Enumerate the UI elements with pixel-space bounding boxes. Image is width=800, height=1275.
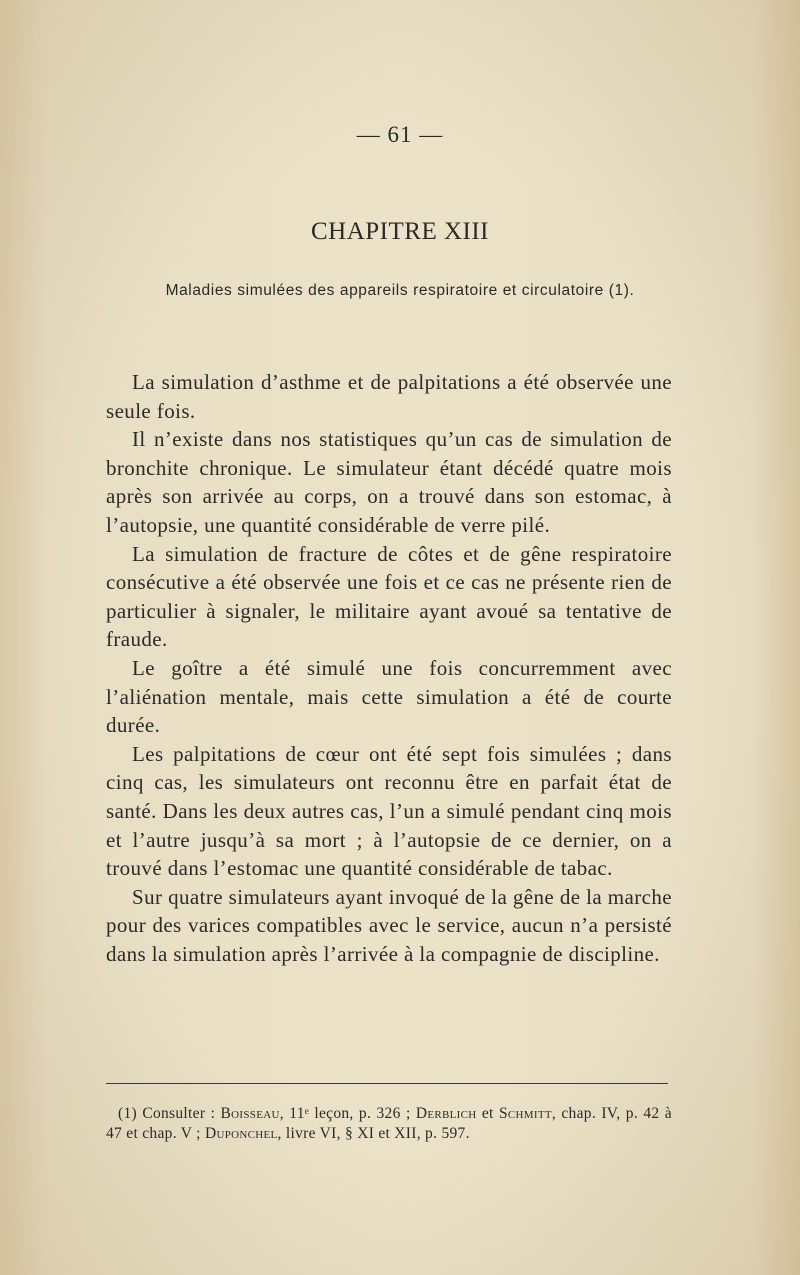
footnote-author: Derblich xyxy=(415,1105,477,1122)
footnote-author: Schmitt xyxy=(498,1105,552,1122)
chapter-title: CHAPITRE XIII xyxy=(310,218,489,245)
footnote-reference: , livre VI, § XI et XII, p. 597. xyxy=(277,1125,470,1142)
chapter-subtitle: Maladies simulées des appareils respiratoire et circulatoire (1). xyxy=(165,282,635,299)
body-text xyxy=(106,368,672,968)
paragraph: Les palpitations de cœur ont été sept fois simulées ; dans cinq cas, les simulateurs ont reconnu être en parfait état de santé. Dans les deux autres cas, l’un a simulé pendant cinq mois et l’autre jusqu’à sa mort ; à l’autopsie de ce dernier, on a trouvé dans l’estomac une quantité considérable de tabac. xyxy=(106,741,672,881)
footnote xyxy=(106,1104,672,1144)
page-number: — 61 — xyxy=(356,122,444,147)
paragraph: La simulation de fracture de côtes et de gêne respiratoire consécutive a été observée une fois et ce cas ne présente rien de particulier à signaler, le militaire ayant avoué sa tentative de fraude. xyxy=(106,541,672,652)
footnote-author: Duponchel xyxy=(204,1125,278,1142)
footnote-marker: (1) xyxy=(118,1105,137,1122)
footnote-text xyxy=(106,1104,672,1144)
footnote-author: Boisseau xyxy=(220,1105,280,1122)
footnote-divider xyxy=(106,1083,668,1084)
footnote-lead: Consulter : xyxy=(142,1105,216,1122)
footnote-reference: , 11ᵉ leçon, p. 326 ; xyxy=(279,1105,411,1122)
paragraph: La simulation d’asthme et de palpitations a été observée une seule fois. xyxy=(106,370,672,423)
paragraph: Il n’existe dans nos statistiques qu’un cas de simulation de bronchite chronique. Le simulateur étant décédé quatre mois après son arrivée au corps, on a trouvé dans son estomac, à l’autopsie, une quantité considérable de verre pilé. xyxy=(106,427,672,537)
footnote-reference: , chap. IV, p. 42 à 47 et chap. V ; xyxy=(106,1105,672,1142)
footnote-conjunction: et xyxy=(481,1105,494,1122)
paragraph: Sur quatre simulateurs ayant invoqué de la gêne de la marche pour des varices compatibles avec le service, aucun n’a persisté dans la simulation après l’arrivée à la compagnie de discipline. xyxy=(106,884,672,966)
paragraph: Le goître a été simulé une fois concurremment avec l’aliénation mentale, mais cette simulation a été de courte durée. xyxy=(106,655,672,738)
